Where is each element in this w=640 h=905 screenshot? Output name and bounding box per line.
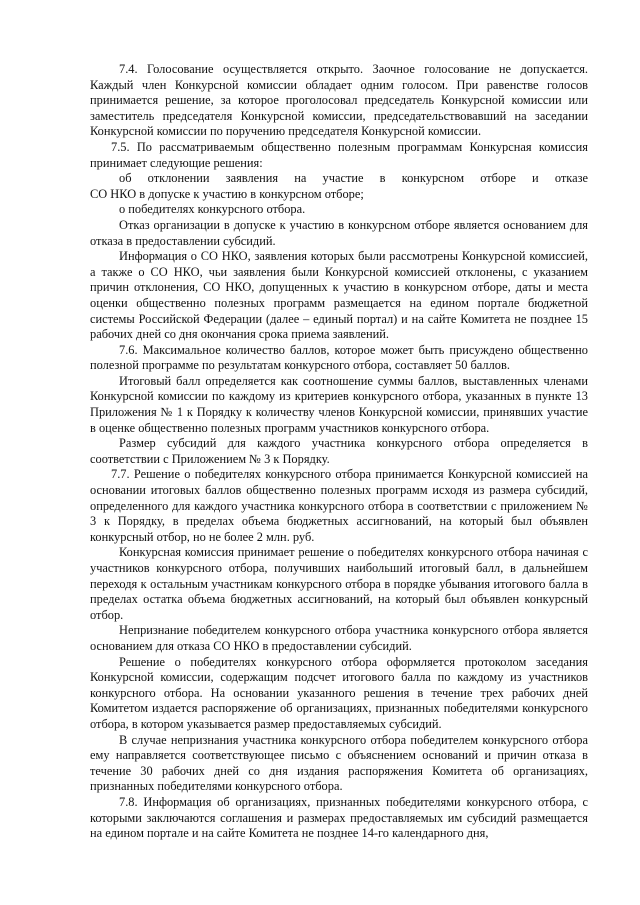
paragraph-7-4: 7.4. Голосование осуществляется открыто. Заочное голосование не допускается. Каждый член Конкурсной комиссии обладает одним голосом. При равенстве голосов принимается решение, за которое проголосовал председатель Конкурсной комиссии или заместитель председателя Конкурсной комиссии, председательствовавший на заседании Конкурсной комиссии по поручению председателя Конкурсной комиссии. xyxy=(90,62,588,139)
paragraph-non-recognition: Непризнание победителем конкурсного отбора участника конкурсного отбора является основанием для отказа СО НКО в предоставлении субсидий. xyxy=(90,623,588,653)
paragraph-commission-decision: Конкурсная комиссия принимает решение о победителях конкурсного отбора начиная с участников конкурсного отбора, получивших наибольший итоговый балл, в дальнейшем переходя к остальным участникам конкурсного отбора в порядке убывания итогового балла в пределах остатка объема бюджетных ассигнований, на который был объявлен конкурсный отбор. xyxy=(90,545,588,622)
decision-winners: о победителях конкурсного отбора. xyxy=(119,202,306,217)
paragraph-refusal-letter: В случае непризнания участника конкурсного отбора победителем конкурсного отбора ему направляется соответствующее письмо с объяснением оснований и причин отказа в течение 30 рабочих дней со дня издания распоряжения Комитета об организациях, признанных победителями конкурсного отбора. xyxy=(90,732,588,794)
paragraph-protocol: Решение о победителях конкурсного отбора оформляется протоколом заседания Конкурсной комиссии, содержащим подсчет итогового балла по каждому из участников конкурсного отбора. На основании указанного решения в течение трех рабочих дней Комитетом издается распоряжение об организациях, признанных победителями конкурсного отбора, в котором указывается размер предоставляемых субсидий. xyxy=(90,654,588,731)
decision-rejection-continuation: СО НКО в допуске к участию в конкурсном отборе; xyxy=(90,186,364,201)
decision-rejection-line: об отклонении заявления на участие в конкурсном отборе и отказе xyxy=(119,171,588,186)
document-page xyxy=(90,62,588,842)
paragraph-information-publication: Информация о СО НКО, заявления которых были рассмотрены Конкурсной комиссией, а также о СО НКО, чьи заявления были Конкурсной комиссией отклонены, с указанием причин отклонения, СО НКО, допущенных к участию в конкурсном отборе, даты и места оценки общественно полезных программ размещается на едином портале бюджетной системы Российской Федерации (далее – единый портал) и на сайте Комитета не позднее 15 рабочих дней со дня окончания срока приема заявлений. xyxy=(90,249,588,342)
paragraph-refusal-basis: Отказ организации в допуске к участию в конкурсном отборе является основанием для отказа в предоставлении субсидий. xyxy=(90,217,588,248)
paragraph-7-6: 7.6. Максимальное количество баллов, которое может быть присуждено общественно полезной программе по результатам конкурсного отбора, составляет 50 баллов. xyxy=(90,342,588,373)
paragraph-final-score: Итоговый балл определяется как соотношение суммы баллов, выставленных членами Конкурсной комиссии по каждому из критериев конкурсного отбора, указанных в пункте 13 Приложения № 1 к Порядку к количеству членов Конкурсной комиссии, принявших участие в оценке общественно полезных программ участников конкурсного отбора. xyxy=(90,373,588,435)
paragraph-7-7: 7.7. Решение о победителях конкурсного отбора принимается Конкурсной комиссией на основании итоговых баллов общественно полезных программ исходя из размера субсидий, определенного для каждого участника конкурсного отбора в соответствии с приложением № 3 к Порядку, в пределах объема бюджетных ассигнований, на который был объявлен конкурсный отбор, но не более 2 млн. руб. xyxy=(90,467,588,544)
paragraph-7-8: 7.8. Информация об организациях, признанных победителями конкурсного отбора, с которыми заключаются соглашения и размерах предоставляемых им субсидий размещается на едином портале и на сайте Комитета не позднее 14-го календарного дня, xyxy=(90,794,588,841)
paragraph-7-5: 7.5. По рассматриваемым общественно полезным программам Конкурсная комиссия принимает следующие решения: xyxy=(90,139,588,170)
paragraph-subsidy-size: Размер субсидий для каждого участника конкурсного отбора определяется в соответствии с Приложением № 3 к Порядку. xyxy=(90,436,588,466)
